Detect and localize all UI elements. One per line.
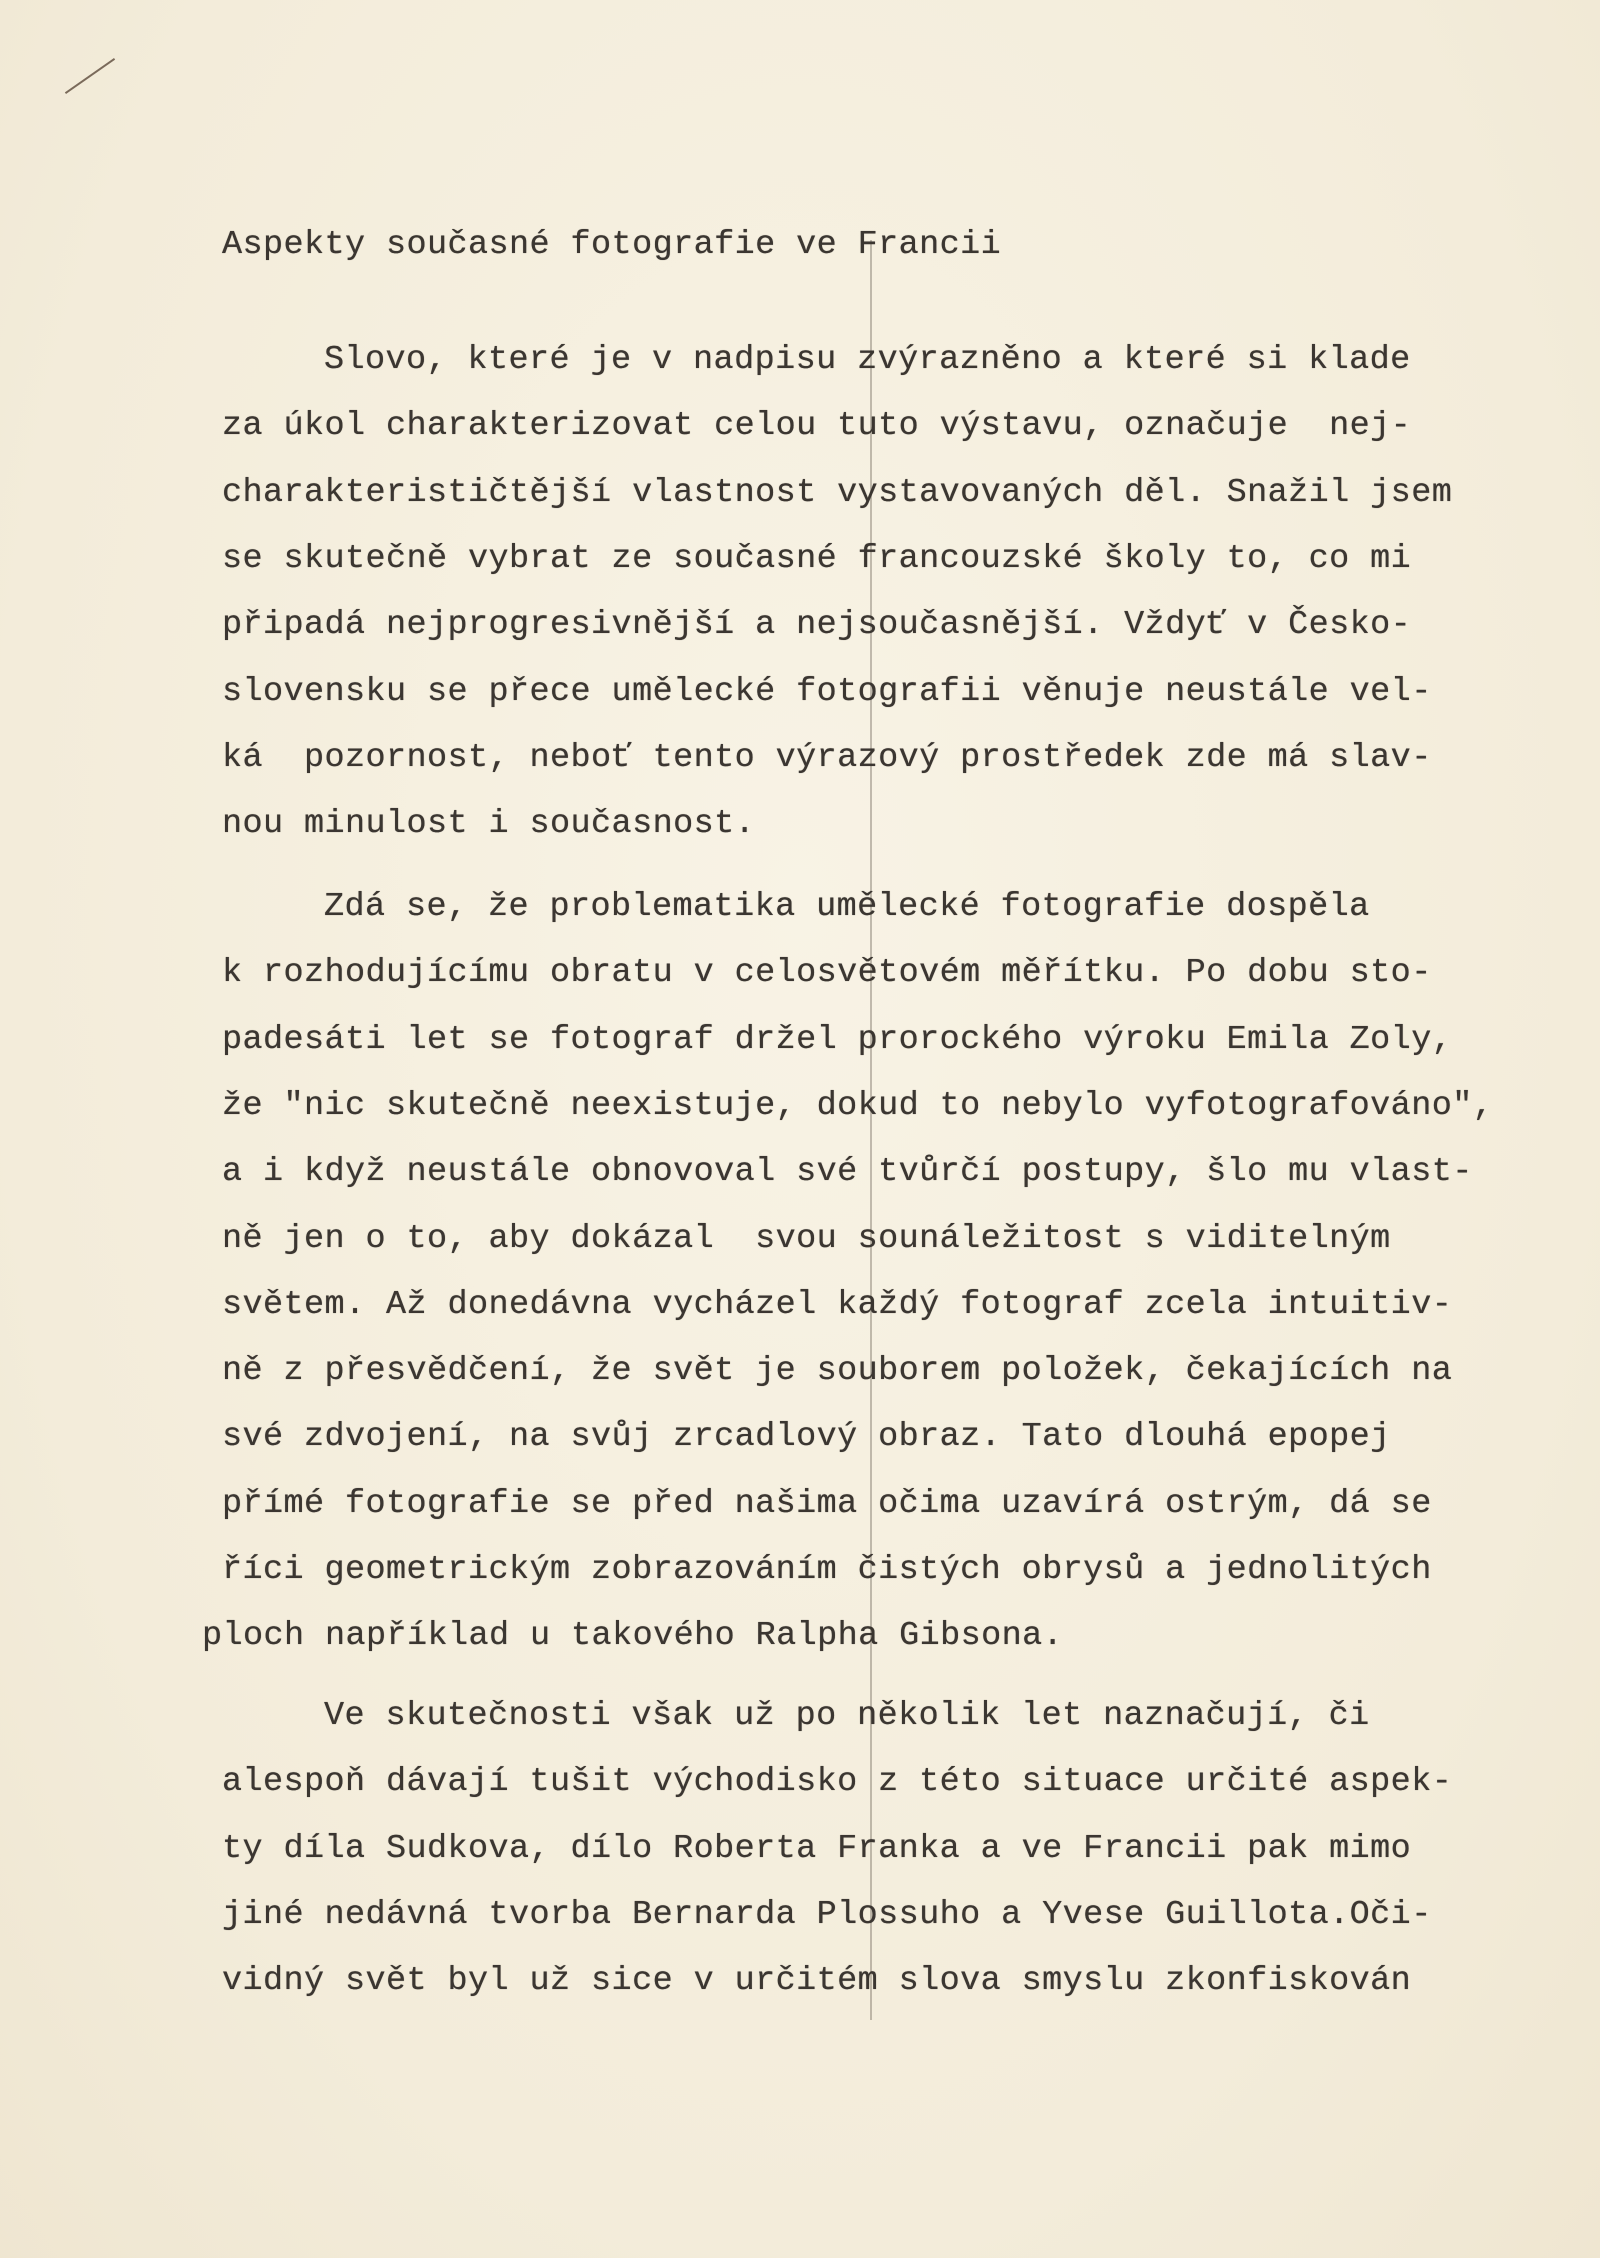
text-line: jiné nedávná tvorba Bernarda Plossuho a Yvese Guillota.Oči-	[222, 1895, 1432, 1934]
text-line: vidný svět byl už sice v určitém slova smyslu zkonfiskován	[222, 1962, 1412, 2001]
text-line: nou minulost i současnost.	[222, 805, 756, 844]
text-line: ně z přesvědčení, že svět je souborem položek, čekajících na	[222, 1352, 1453, 1391]
text-line: slovensku se přece umělecké fotografii věnuje neustále vel-	[222, 672, 1432, 711]
text-line: Ve skutečnosti však už po několik let naznačují, či	[324, 1697, 1370, 1735]
text-line: ká pozornost, neboť tento výrazový prostředek zde má slav-	[222, 738, 1432, 777]
text-line: padesáti let se fotograf držel prorockého výroku Emila Zoly,	[222, 1020, 1453, 1059]
text-line: že "nic skutečně neexistuje, dokud to nebylo vyfotografováno",	[222, 1086, 1494, 1125]
text-line: a i když neustále obnovoval své tvůrčí postupy, šlo mu vlast-	[222, 1153, 1473, 1192]
text-line: ně jen o to, aby dokázal svou sounáležitost s viditelným	[222, 1219, 1391, 1258]
text-line: připadá nejprogresivnější a nejsoučasnější. Vždyť v Česko-	[222, 606, 1412, 645]
pen-mark	[65, 58, 115, 94]
text-line: Zdá se, že problematika umělecké fotografie dospěla	[324, 888, 1370, 926]
text-line: světem. Až donedávna vycházel každý fotograf zcela intuitiv-	[222, 1285, 1453, 1324]
text-line: ty díla Sudkova, dílo Roberta Franka a ve Francii pak mimo	[222, 1829, 1412, 1868]
text-line: ploch například u takového Ralpha Gibsona.	[202, 1617, 1064, 1656]
text-line: charakterističtější vlastnost vystavovaných děl. Snažil jsem	[222, 473, 1453, 512]
text-line: za úkol charakterizovat celou tuto výstavu, označuje nej-	[222, 407, 1412, 446]
text-line: se skutečně vybrat ze současné francouzské školy to, co mi	[222, 539, 1412, 578]
text-line: přímé fotografie se před našima očima uzavírá ostrým, dá se	[222, 1484, 1432, 1523]
text-line: k rozhodujícímu obratu v celosvětovém měřítku. Po dobu sto-	[222, 954, 1432, 993]
document-title: Aspekty současné fotografie ve Francii	[222, 226, 1002, 264]
text-line: alespoň dávají tušit východisko z této situace určité aspek-	[222, 1763, 1453, 1802]
text-line: říci geometrickým zobrazováním čistých obrysů a jednolitých	[222, 1551, 1432, 1589]
text-line: Slovo, které je v nadpisu zvýrazněno a které si klade	[324, 341, 1411, 379]
text-line: své zdvojení, na svůj zrcadlový obraz. Tato dlouhá epopej	[222, 1418, 1391, 1457]
